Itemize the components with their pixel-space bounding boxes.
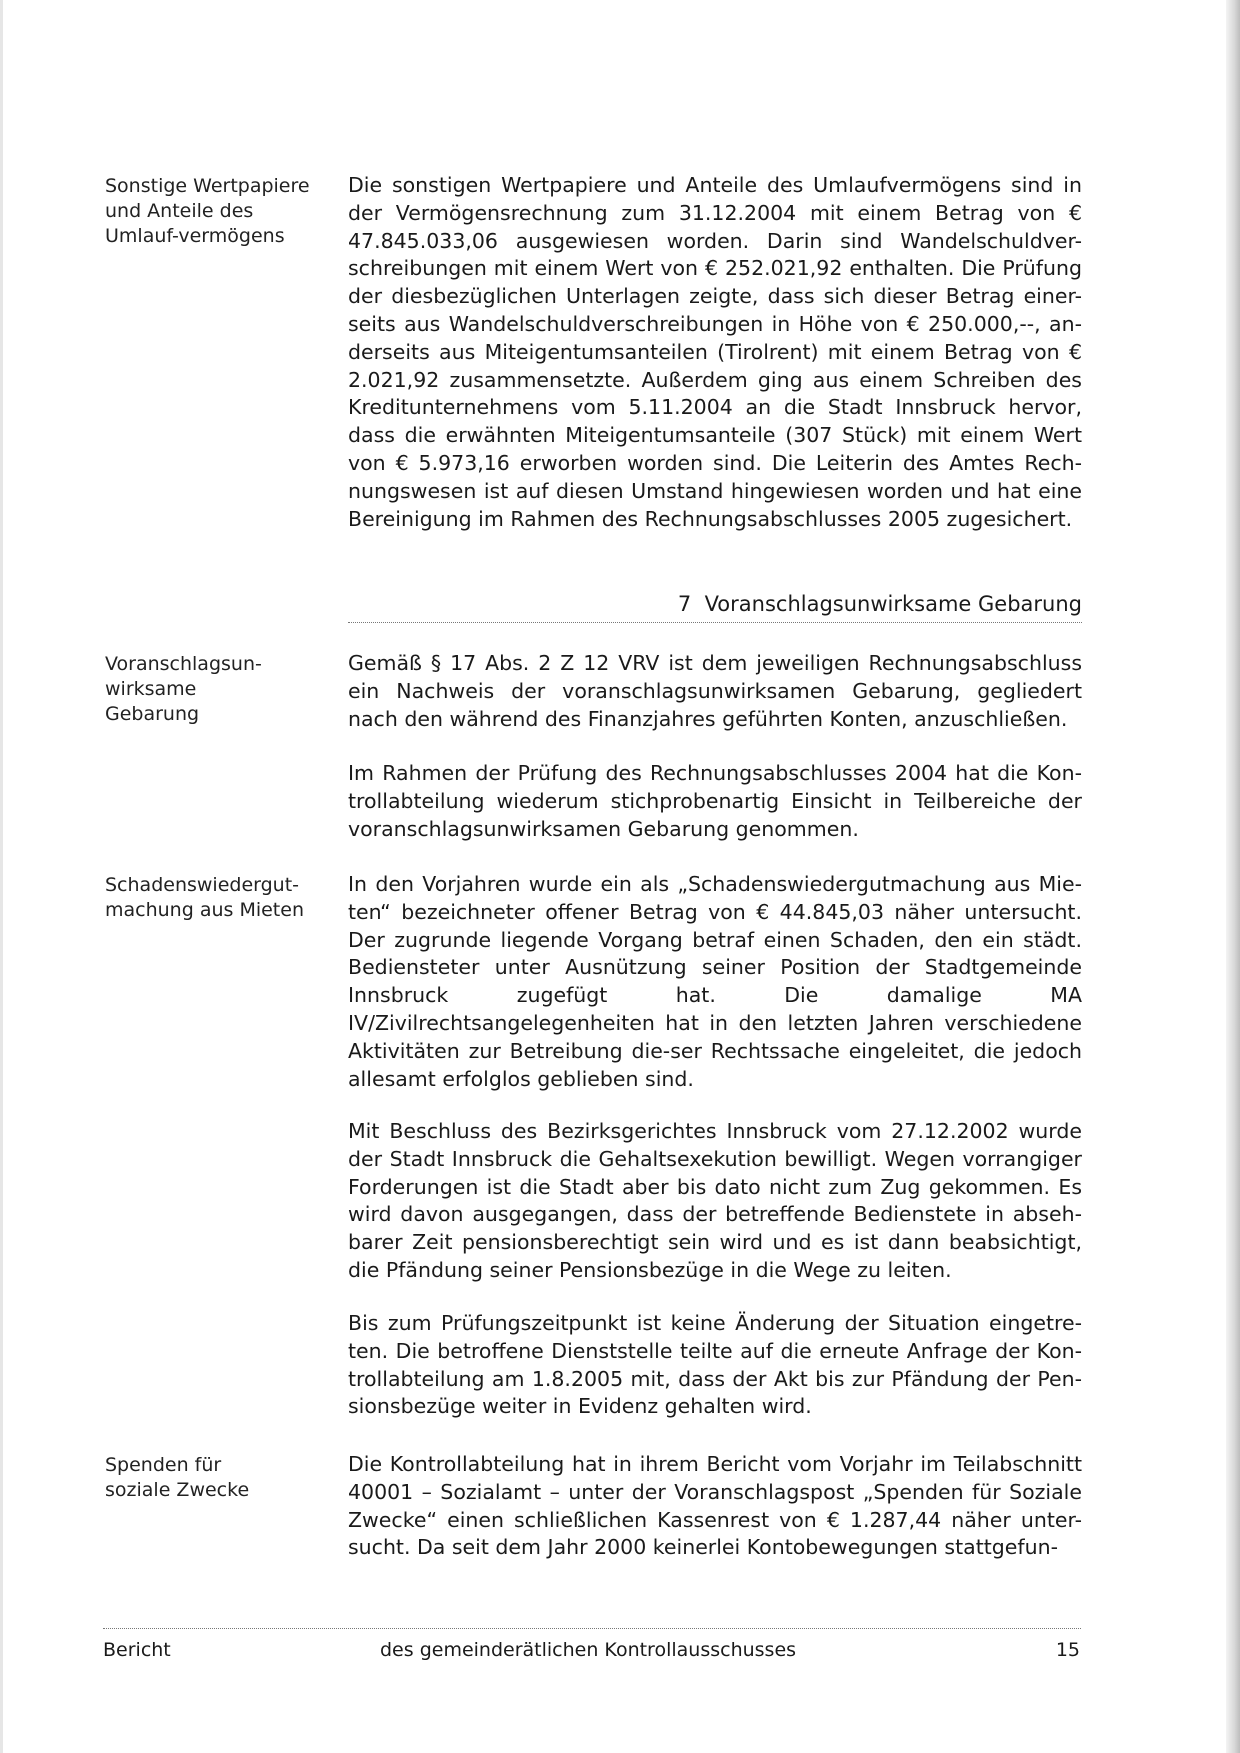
paragraph-pruefung	[348, 760, 1082, 843]
margin-note-text: Voranschlagsun-wirksame Gebarung	[105, 653, 262, 725]
paragraph-wertpapiere	[348, 172, 1082, 533]
paragraph-schaden-2	[348, 1118, 1082, 1285]
margin-note-voranschlag	[105, 652, 330, 727]
section-divider	[348, 622, 1082, 623]
paragraph: Mit Beschluss des Bezirksgerichtes Innsbruck vom 27.12.2002 wurde der Stadt Innsbruck die Gehaltsexekution bewilligt. Wegen vorrangiger Forderungen ist die Stadt aber bis dato nicht zum Zug gekommen. Es wird davon ausgegangen, dass der betreffende Bedienstete in abseh-barer Zeit pensionsberechtigt sein wird und es ist dann beabsichtigt, die Pfändung seiner Pensionsbezüge in die Wege zu leiten.	[348, 1119, 1082, 1282]
paragraph: Die sonstigen Wertpapiere und Anteile des Umlaufvermögens sind in der Vermögensrechnung zum 31.12.2004 mit einem Betrag von € 47.845.033,06 ausgewiesen worden. Darin sind Wandelschuldver-schreibungen mit einem Wert von € 252.021,92 enthalten. Die Prüfung der diesbezüglichen Unterlagen zeigte, dass sich dieser Betrag einer-seits aus Wandelschuldverschreibungen in Höhe von € 250.000,--, an-derseits aus Miteigentumsanteilen (Tirolrent) mit einem Betrag von € 2.021,92 zusammensetzte. Außerdem ging aus einem Schreiben des Kreditunternehmens vom 5.11.2004 an die Stadt Innsbruck hervor, dass die erwähnten Miteigentumsanteile (307 Stück) mit einem Wert von € 5.973,16 erworben worden sind. Die Leiterin des Amtes Rech-nungswesen ist auf diesen Umstand hingewiesen worden und hat eine Bereinigung im Rahmen des Rechnungsabschlusses 2005 zugesichert.	[348, 173, 1082, 531]
paragraph-schaden-3	[348, 1310, 1082, 1421]
section-heading	[348, 590, 1082, 618]
paragraph-voranschlag	[348, 650, 1082, 733]
footer-center: des gemeinderätlichen Kontrollausschusses	[380, 1639, 797, 1661]
margin-note-spenden	[105, 1453, 330, 1503]
paragraph-spenden	[348, 1451, 1082, 1562]
paragraph: Bis zum Prüfungszeitpunkt ist keine Änderung der Situation eingetre-ten. Die betroffene Dienststelle teilte auf die erneute Anfrage der Kon-trollabteilung am 1.8.2005 mit, dass der Akt bis zur Pfändung der Pen-sionsbezüge weiter in Evidenz gehalten wird.	[348, 1311, 1082, 1419]
footer-divider	[103, 1628, 1081, 1629]
page-number: 15	[1055, 1639, 1080, 1661]
scan-edge-left	[0, 0, 3, 1753]
margin-note-text: Schadenswiedergut-machung aus Mieten	[105, 874, 304, 921]
paragraph-schaden-1	[348, 871, 1082, 1093]
scan-edge-right	[1226, 0, 1240, 1753]
margin-note-text: Spenden für soziale Zwecke	[105, 1454, 250, 1501]
margin-note-text: Sonstige Wertpapiere und Anteile des Umlauf-vermögens	[105, 175, 310, 247]
paragraph: Gemäß § 17 Abs. 2 Z 12 VRV ist dem jeweiligen Rechnungsabschluss ein Nachweis der voranschlagsunwirksamen Gebarung, gegliedert nach den während des Finanzjahres geführten Konten, anzuschließen.	[348, 651, 1082, 731]
margin-note-wertpapiere	[105, 174, 330, 249]
paragraph: Im Rahmen der Prüfung des Rechnungsabschlusses 2004 hat die Kon-trollabteilung wiederum stichprobenartig Einsicht in Teilbereiche der voranschlagsunwirksamen Gebarung genommen.	[348, 761, 1082, 841]
footer-left: Bericht	[103, 1639, 171, 1661]
paragraph: In den Vorjahren wurde ein als „Schadenswiedergutmachung aus Mie-ten“ bezeichneter offener Betrag von € 44.845,03 näher untersucht. Der zugrunde liegende Vorgang betraf einen Schaden, den ein städt. Bediensteter unter Ausnützung seiner Position der Stadtgemeinde Innsbruck zugefügt hat. Die damalige MA IV/Zivilrechtsangelegenheiten hat in den letzten Jahren verschiedene Aktivitäten zur Betreibung die-ser Rechtssache eingeleitet, die jedoch allesamt erfolglos geblieben sind.	[348, 872, 1082, 1091]
margin-note-schaden	[105, 873, 330, 923]
section-title: Voranschlagsunwirksame Gebarung	[704, 592, 1082, 616]
paragraph: Die Kontrollabteilung hat in ihrem Bericht vom Vorjahr im Teilabschnitt 40001 – Sozialamt – unter der Voranschlagspost „Spenden für Soziale Zwecke“ einen schließlichen Kassenrest von € 1.287,44 näher unter-sucht. Da seit dem Jahr 2000 keinerlei Kontobewegungen stattgefun-	[348, 1452, 1082, 1560]
section-number: 7	[677, 592, 692, 616]
